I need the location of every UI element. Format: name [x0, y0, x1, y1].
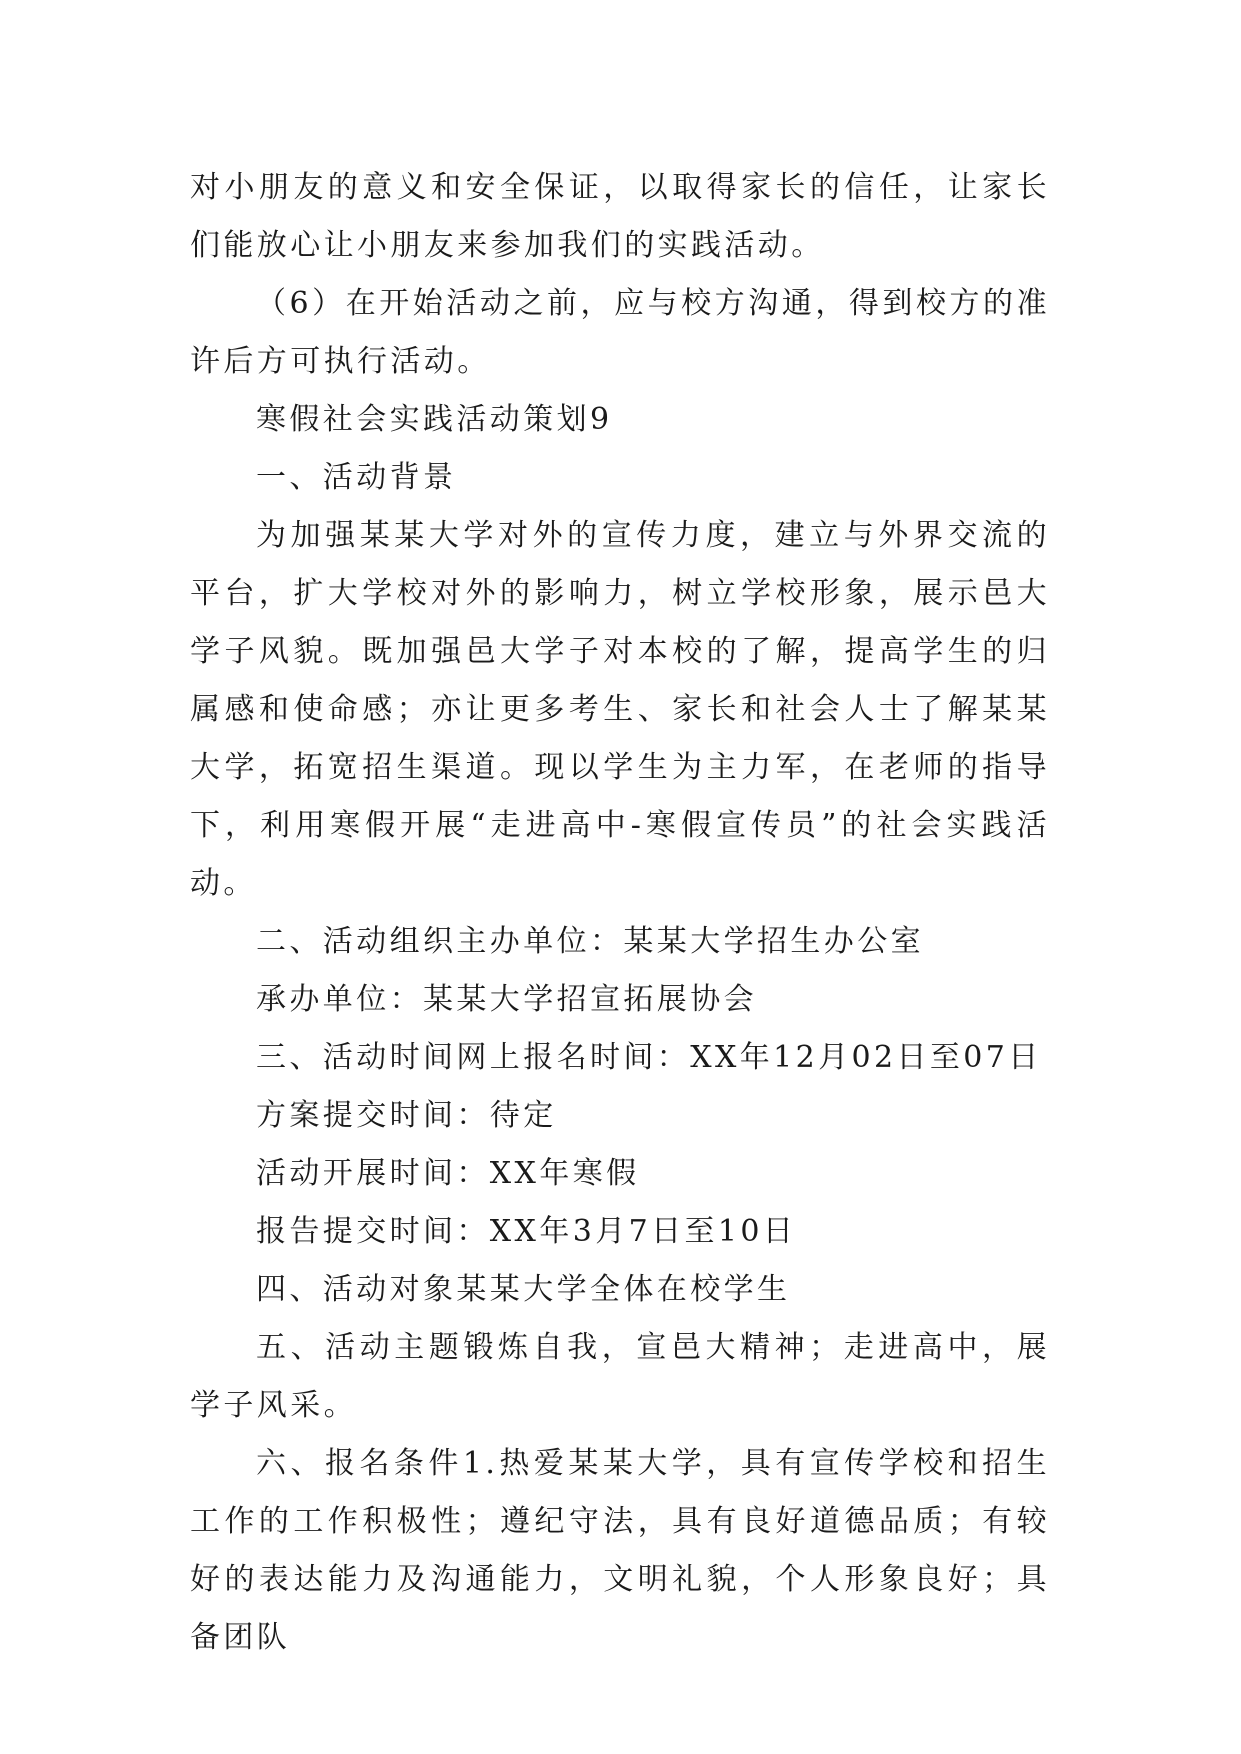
heading-schedule: 三、活动时间网上报名时间：XX年12月02日至07日	[256, 1040, 1042, 1075]
heading-theme: 五、活动主题锻炼自我，宣邑大精神；走进高中，展学子风采。	[190, 1330, 1050, 1423]
heading-requirements: 六、报名条件1.热爱某某大学，具有宣传学校和招生工作的工作积极性；遵纪守法，具有良好道德品质；有较好的表达能力及沟通能力，文明礼貌，个人形象良好；具备团队	[190, 1446, 1050, 1655]
heading-participants: 四、活动对象某某大学全体在校学生	[256, 1272, 791, 1307]
paragraph-background: 为加强某某大学对外的宣传力度，建立与外界交流的平台，扩大学校对外的影响力，树立学校形象，展示邑大学子风貌。既加强邑大学子对本校的了解，提高学生的归属感和使命感；亦让更多考生、家长和社会人士了解某某大学，拓宽招生渠道。现以学生为主力军，在老师的指导下，利用寒假开展“走进高中-寒假宣传员”的社会实践活动。	[190, 518, 1050, 901]
line-activity-period: 活动开展时间：XX年寒假	[256, 1156, 640, 1191]
paragraph-2: （6）在开始活动之前，应与校方沟通，得到校方的准许后方可执行活动。	[190, 286, 1050, 379]
heading-background: 一、活动背景	[256, 460, 457, 495]
line-plan-submission: 方案提交时间：待定	[256, 1098, 557, 1133]
paragraph-1: 对小朋友的意义和安全保证，以取得家长的信任，让家长们能放心让小朋友来参加我们的实践活动。	[190, 170, 1050, 263]
section-title: 寒假社会实践活动策划9	[256, 402, 613, 437]
heading-organizer: 二、活动组织主办单位：某某大学招生办公室	[256, 924, 924, 959]
document-body	[190, 159, 1050, 1667]
line-report-submission: 报告提交时间：XX年3月7日至10日	[256, 1214, 797, 1249]
line-co-organizer: 承办单位：某某大学招宣拓展协会	[256, 982, 757, 1017]
